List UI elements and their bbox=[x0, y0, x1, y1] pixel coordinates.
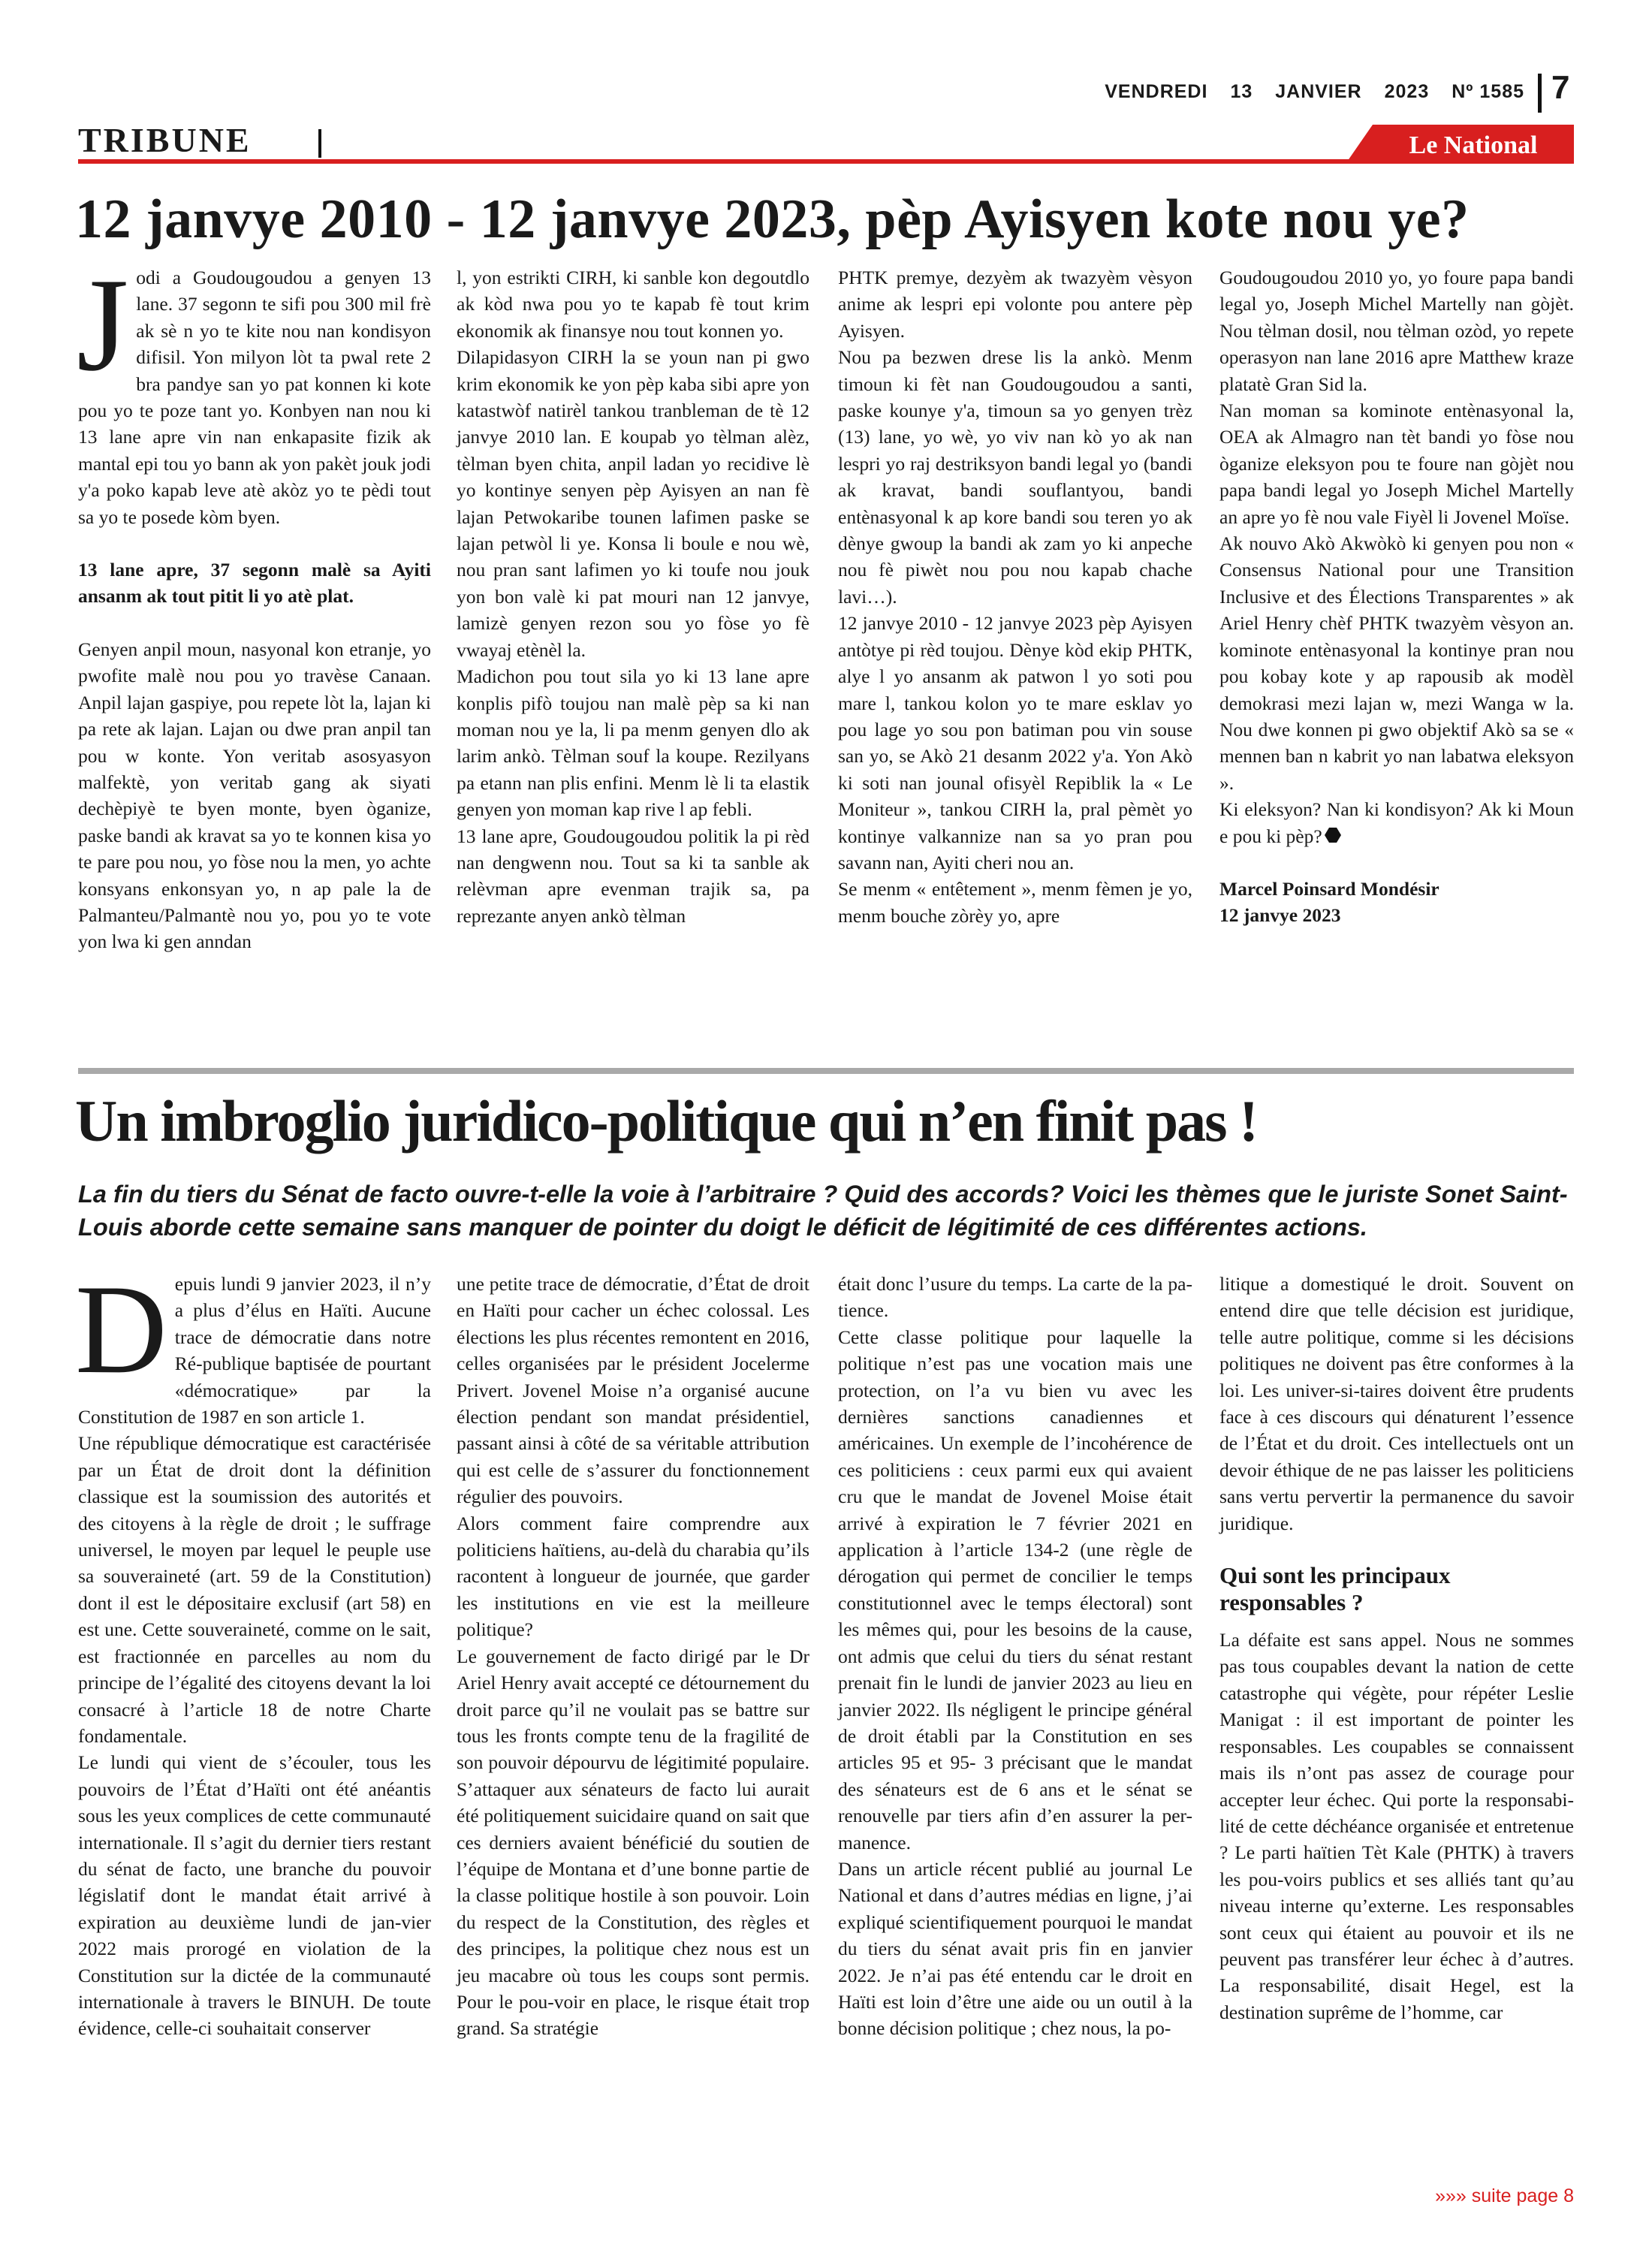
article2-dropcap: D bbox=[75, 1259, 167, 1400]
article1-column-1 bbox=[77, 250, 431, 955]
page-number-divider bbox=[1538, 74, 1542, 113]
issue-day: VENDREDI bbox=[1105, 81, 1208, 102]
article1-paragraph: Nan moman sa kominote entènasyonal la, OEA ak Almagro nan tèt bandi yo fòse nou òganize eleksyon pou te foure nan gòjèt nou papa bandi legal yo Joseph Michel Martelly an apre yo fè nou vale Fiyèl li Jovenel Moïse. bbox=[1219, 400, 1574, 528]
article1-dropcap: J bbox=[77, 250, 129, 399]
issue-info bbox=[1082, 81, 1524, 103]
issue-date-day: 13 bbox=[1230, 81, 1253, 102]
article1-paragraph: Se menm « entêtement », menm fèmen je yo, menm bouche zòrèy yo, apre bbox=[838, 878, 1192, 927]
article2-paragraph: La défaite est sans appel. Nous ne sommes pas tous coupables devant la nation de cette catastrophe qui végète, pour répéter Leslie Manigat : il est important de pointer les responsables. Les coupables se connaissent mais ils n’ont pas assez de courage pour accepter leur échec. Qui porte la responsabi-lité de cette déchéance organisée et entretenue ? Le parti haïtien Tèt Kale (PHTK) à travers les pou-voirs publics et ses alliés tant qu’au niveau interne qu’externe. Les responsables sont ceux qui étaient au pouvoir et ils ne peuvent pas transférer leur échec à d’autres. La responsabilité, disait Hegel, est la destination suprême de l’homme, car bbox=[1219, 1629, 1574, 2023]
article2-paragraph: était donc l’usure du temps. La carte de la pa-tience. bbox=[838, 1273, 1192, 1322]
article1-paragraph: l, yon estrikti CIRH, ki sanble kon degoutdlo ak kòd nwa pou yo te kapab fè tout krim ekonomik ak finansye nou tout konnen yo. bbox=[457, 267, 809, 342]
article2-title: Un imbroglio juridico-politique qui n’en finit pas ! bbox=[75, 1088, 1257, 1154]
article1-paragraph: Goudougoudou 2010 yo, yo foure papa bandi legal yo, Joseph Michel Martelly nan gòjèt. Nou tèlman dosil, nou tèlman ozòd, yo repete operasyon nan lane 2016 apre Matthew kraze platatè Gran Sid la. bbox=[1219, 267, 1574, 395]
section-label: TRIBUNE bbox=[78, 121, 252, 159]
article1-closing-text: Ki eleksyon? Nan ki kondisyon? Ak ki Moun e pou ki pèp? bbox=[1219, 798, 1574, 847]
section-divider bbox=[318, 129, 321, 158]
article2-paragraph: Alors comment faire comprendre aux politiciens haïtiens, au-delà du charabia qu’ils racontent à longueur de journée, que garder les institutions en vie est la meilleure politique? bbox=[457, 1512, 809, 1641]
article1-paragraph: Genyen anpil moun, nasyonal kon etranje, yo pwofite malè nou pou yo travèse Canaan. Anpil lajan gaspiye, pou repete lòt la, lajan ki pa rete ak lajan. Lajan ou dwe pran anpil tan pou w konte. Yon veritab asosyasyon malfektè, yon veritab gang ak siyati dechèpiyè te byen monte, byen òganize, paske bandi ak kravat sa yo te konnen kisa yo te pare pou nou, yo fòse nou la men, yo achte konsyans enkonsyan yo, n ap pale la de Palmanteu/Palmantè nou yo, pou yo te vote yon lwa ki gen anndan bbox=[78, 638, 431, 953]
article1-author-date: 12 janvye 2023 bbox=[1219, 904, 1341, 927]
continued-on-page-link[interactable]: »»» suite page 8 bbox=[1435, 2185, 1574, 2206]
header-rule bbox=[78, 159, 1574, 164]
issue-date-year: 2023 bbox=[1384, 81, 1430, 102]
article1-paragraph: odi a Goudougoudou a genyen 13 lane. 37 segonn te sifi pou 300 mil frè ak sè n yo te kite nou nan kondisyon difisil. Yon milyon lòt ta pwal rete 2 bra pandye san yo pat konnen ki kote pou yo te poze tant yo. Konbyen nan nou ki 13 lane apre vin nan enkapasite fizik ak mantal epi tou yo bann ak yon pakèt jouk jodi y'a poko kapab leve atè akòz yo te pèdi tout sa yo te posede kòm byen. bbox=[78, 267, 431, 528]
article2-paragraph: Une république démocratique est caractérisée par un État de droit dont la définition classique est la soumission des autorités et des citoyens à la règle de droit ; le suffrage universel, le moyen par lequel le peuple use sa souveraineté (art. 59 de la Constitution) dont il est le dépositaire exclusif (art 58) en est une. Cette souveraineté, comme on le sait, est fractionnée en parcelles au nom du principe de l’égalité des citoyens devant la loi consacré à l’article 18 de notre Charte fondamentale. bbox=[78, 1432, 431, 1747]
article2-column-4 bbox=[1219, 1271, 1574, 2025]
article2-lede: La fin du tiers du Sénat de facto ouvre-t-elle la voie à l’arbitraire ? Quid des accords? Voici les thèmes que le juriste Sonet Saint-Louis aborde cette semaine sans manquer de pointer du doigt le déficit de légitimité de ces différentes actions. bbox=[78, 1181, 1568, 1241]
end-of-article-icon bbox=[1324, 826, 1342, 844]
article1-author: Marcel Poinsard Mondésir bbox=[1219, 877, 1439, 900]
brand-name: Le National bbox=[1409, 131, 1538, 159]
article2-column-3 bbox=[838, 1271, 1192, 2042]
article1-paragraph: Madichon pou tout sila yo ki 13 lane apre konplis pifò toujou nan malè pèp sa ki nan moman nou ye la, li pa menm genyen dlo ak larim ankò. Tèlman souf la koupe. Rezilyans pa etann nan plis enfini. Menm lè li ta elastik genyen yon moman kap rive l ap febli. bbox=[457, 665, 809, 821]
article1-title: 12 janvye 2010 - 12 janvye 2023, pèp Ayisyen kote nou ye? bbox=[75, 189, 1470, 250]
article1-column-2 bbox=[457, 264, 809, 929]
article2-paragraph: Le lundi qui vient de s’écouler, tous les pouvoirs de l’État d’Haïti ont été anéantis sous les yeux complices de cette communauté internationale. Il s’agit du dernier tiers restant du sénat de facto, une branche du pouvoir législatif dont le mandat était arrivé à expiration au deuxième lundi de jan-vier 2022 mais prorogé en violation de la Constitution sur la dictée de la communauté internationale à travers le BINUH. De toute évidence, celle-ci souhaitait conserver bbox=[78, 1751, 431, 2040]
article1-paragraph: Nou pa bezwen drese lis la ankò. Menm timoun ki fèt nan Goudougoudou a santi, paske kounye y'a, timoun sa yo genyen trèz (13) lane, yo wè, yo viv nan kò yo ak nan lespri yo raj destriksyon bandi legal yo (bandi ak kravat, bandi souflantyou, bandi entènasyonal k ap kore bandi sou teren yo ak dènye gwoup la bandi ak zam yo ki anpeche nou fè piwèt nou pou nou kapab chache lavi…). bbox=[838, 346, 1192, 608]
article2-paragraph: litique a domestiqué le droit. Souvent on entend dire que telle décision est juridique, telle autre politique, comme si les décisions politiques ne doivent pas être conformes à la loi. Les univer-si-taires doivent être prudents face à ces discours qui dénaturent l’essence de l’État et du droit. Ces intellectuels ont un devoir éthique de ne pas laisser les politiciens sans vertu pervertir la permanence du savoir juridique. bbox=[1219, 1273, 1574, 1534]
article1-paragraph: Ak nouvo Akò Akwòkò ki genyen pou non « Consensus National pour une Transition Inclusive et des Élections Transparentes » ak Ariel Henry chèf PHTK twazyèm vèsyon an. kominote entènasyonal la kontinye pran nou pou kobay kote y ap rapousib ak modèl demokrasi mezi lajan w, mezi Wanga w la. Nou dwe konnen pi gwo objektif Akò sa se « mennen ban n kabrit yo nan labatwa eleksyon ». bbox=[1219, 532, 1574, 794]
article1-paragraph: 12 janvye 2010 - 12 janvye 2023 pèp Ayisyen antòtye pi rèd toujou. Dènye kòd ekip PHTK, alye l yo ansanm ak patwon l yo soti pou mare l, tankou kolon yo te mare esklav yo pou lage yo sou pon batiman pou vin souse san yo, se Akò 21 desanm 2022 y'a. Yon Akò ki soti nan jounal ofisyèl Repiblik la « Le Moniteur », tankou CIRH la, pral pèmèt yo kontinye valkannize nan sa yo pran pou savann nan, Ayiti cheri nou an. bbox=[838, 612, 1192, 873]
article1-subhead: 13 lane apre, 37 segonn malè sa Ayiti ansanm ak tout pitit li yo atè plat. bbox=[78, 559, 431, 608]
article2-column-1 bbox=[75, 1259, 431, 2042]
article2-paragraph: Dans un article récent publié au journal Le National et dans d’autres médias en ligne, j’ai expliqué scientifiquement pourquoi le mandat du tiers du sénat avait pris fin en janvier 2022. Je n’ai pas été entendu car le droit en Haïti est loin d’être une aide ou un outil à la bonne décision politique ; chez nous, la po- bbox=[838, 1857, 1192, 2040]
article-divider bbox=[78, 1068, 1574, 1074]
article2-paragraph: epuis lundi 9 janvier 2023, il n’y a plus d’élus en Haïti. Aucune trace de démocratie dans notre Ré-publique baptisée de pourtant «démocratique» par la Constitution de 1987 en son article 1. bbox=[78, 1273, 431, 1428]
article1-column-3 bbox=[838, 264, 1192, 929]
article1-paragraph: Dilapidasyon CIRH la se youn nan pi gwo krim ekonomik ke yon pèp kaba sibi apre yon katastwòf natirèl tankou tranbleman de tè 12 janvye 2010 lan. E koupab yo tèlman alèz, tèlman byen chita, anpil ladan yo recidive lè yo kontinye senyen pèp Ayisyen an nan fè lajan Petwokaribe tounen lafimen paske se lajan petwòl li ye. Konsa li boule e nou wè, nou pran sant lafimen yo ki toufe nou jouk yon bon valè ki pat mouri nan 12 janvye, lamizè genyen rezon sou yo fòse yo fè vwayaj etènèl la. bbox=[457, 346, 809, 661]
article2-column-2 bbox=[457, 1271, 809, 2042]
page-number: 7 bbox=[1551, 69, 1570, 106]
article2-paragraph: une petite trace de démocratie, d’État de droit en Haïti pour cacher un échec colossal. Les élections les plus récentes remontent en 2016, celles organisées par le président Jocelerme Privert. Jovenel Moise n’a organisé aucune élection pendant son mandat présidentiel, passant ainsi à côté de sa véritable attribution qui est celle de s’assurer du fonctionnement régulier des pouvoirs. bbox=[457, 1273, 809, 1508]
article1-closing-questions bbox=[1219, 796, 1574, 849]
article1-paragraph: PHTK premye, dezyèm ak twazyèm vèsyon anime ak lespri epi volonte pou antere pèp Ayisyen. bbox=[838, 267, 1192, 342]
article1-column-4 bbox=[1219, 264, 1574, 929]
article2-paragraph: Cette classe politique pour laquelle la politique n’est pas une vocation mais une protection, on l’a vu bien vu avec les dernières sanctions canadiennes et américaines. Un exemple de l’incohérence de ces politiciens : ceux parmi eux qui avaient cru que le mandat de Jovenel Moise était arrivé à expiration le 7 février 2021 en application à l’article 134-2 (une règle de dérogation qui permet de concilier le temps constitutionnel avec le temps électoral) sont les mêmes qui, pour les besoins de la cause, ont admis que celui du tiers du sénat restant prenait fin le lundi de janvier 2023 au lieu en janvier 2022. Ils négligent le principe général de droit établi par la Constitution en ses articles 95 et 95- 3 précisant que le mandat des sénateurs est de 6 ans et le sénat se renouvelle par tiers afin d’en assurer la per-manence. bbox=[838, 1326, 1192, 1853]
article2-subhead: Qui sont les principaux responsables ? bbox=[1219, 1562, 1451, 1616]
issue-date-month: JANVIER bbox=[1275, 81, 1362, 102]
article2-paragraph: Le gouvernement de facto dirigé par le Dr Ariel Henry avait accepté ce détournement du droit parce qu’il ne voulait pas se battre sur tous les fronts compte tenu de la fragilité de son pouvoir dépourvu de légitimité populaire. S’attaquer aux sénateurs de facto lui aurait été politiquement suicidaire quand on sait que ces derniers avaient bénéficié du soutien de l’équipe de Montana et d’une bonne partie de la classe politique hostile à son pouvoir. Loin du respect de la Constitution, des règles et des principes, la politique chez nous est un jeu macabre où tous les coups sont permis. Pour le pou-voir en place, le risque était trop grand. Sa stratégie bbox=[457, 1645, 809, 2040]
issue-number: Nº 1585 bbox=[1452, 81, 1524, 102]
article1-paragraph: 13 lane apre, Goudougoudou politik la pi rèd nan dengwenn nou. Tout sa ki ta sanble ak relèvman apre evenman trajik sa, pa reprezante anyen ankò tèlman bbox=[457, 825, 809, 927]
